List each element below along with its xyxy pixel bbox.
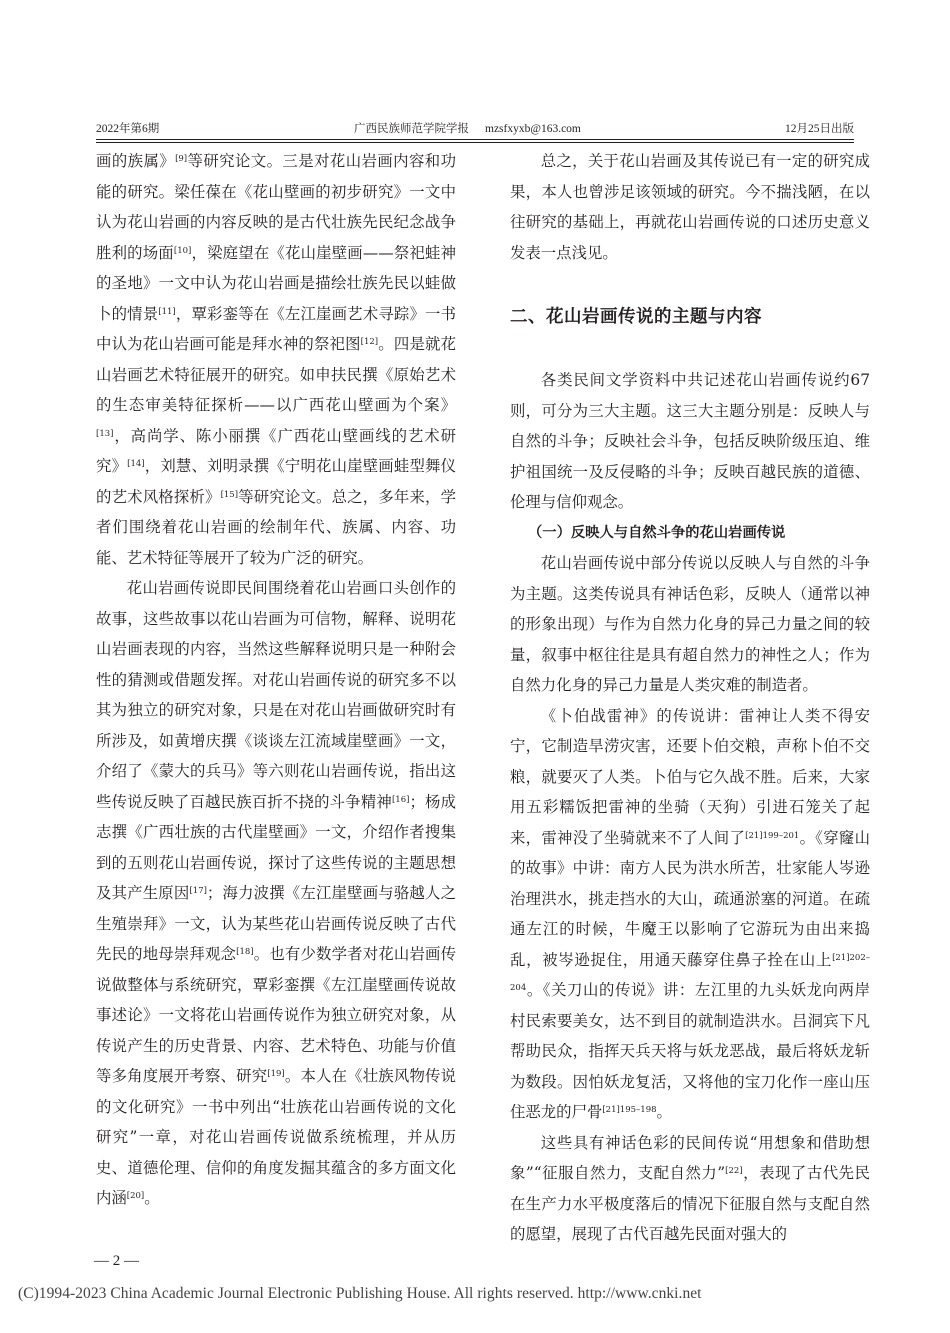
header-journal-title: 广西民族师范学院学报 <box>354 123 469 135</box>
right-paragraph-5: 这些具有神话色彩的民间传说“用想象和借助想象”“征服自然力，支配自然力”[22]，表现了古代先民在生产力水平极度落后的情况下征服自然与支配自然的愿望，展现了古代百越先民面对强大的 <box>510 1133 870 1243</box>
copyright-footer: (C)1994-2023 China Academic Journal Electronic Publishing House. All rights reserved. http://www.cnki.net <box>18 1285 702 1302</box>
page-number: — 2 — <box>94 1253 139 1269</box>
right-paragraph-4: 《卜伯战雷神》的传说讲：雷神让人类不得安宁，它制造旱涝灾害，还要卜伯交粮，声称卜伯不交粮，就要灭了人类。卜伯与它久战不胜。后来，大家用五彩糯饭把雷神的坐骑（天狗）引进石笼关了起来，雷神没了坐骑就来不了人间了$^{[21]199-201}$。《穿窿山的故事》中讲：南方人民为洪水所苦，壮家能人岑逊治理洪水，挑走挡水的大山，疏通淤塞的河道。在疏通左江的时候，牛魔王以影响了它游玩为由出来捣乱，被岑逊捉住，用通天藤穿住鼻子拴在山上$^{[21]202-204}$。《关刀山的传说》讲：左江里的九头妖龙向两岸村民索要美女，达不到目的就制造洪水。吕洞宾下凡帮助民众，指挥天兵天将与妖龙恶战，最后将妖龙斩为数段。因怕妖龙复活，又将他的宝刀化作一座山压住恶龙的尸骨$^{[21]195-198}$。 <box>510 706 870 1121</box>
header-rule-top <box>96 139 854 140</box>
header-date: 12月25日出版 <box>785 123 854 135</box>
right-paragraph-2: 各类民间文学资料中共记述花山岩画传说约67则，可分为三大主题。这三大主题分别是：反映人与自然的斗争；反映社会斗争，包括反映阶级压迫、维护祖国统一及反侵略的斗争；反映百越民族的道德、伦理与信仰观念。 <box>510 371 870 511</box>
left-paragraph-2: 花山岩画传说即民间围绕着花山岩画口头创作的故事，这些故事以花山岩画为可信物，解释、说明花山岩画表现的内容，当然这些解释说明只是一种附会性的猜测或借题发挥。对花山岩画传说的研究多不以其为独立的研究对象，只是在对花山岩画做研究时有所涉及，如黄增庆撰《谈谈左江流域崖壁画》一文，介绍了《蒙大的兵马》等六则花山岩画传说，指出这些传说反映了百越民族百折不挠的斗争精神[16]；杨成志撰《广西壮族的古代崖壁画》一文，介绍作者搜集到的五则花山岩画传说，探讨了这些传说的主题思想及其产生原因[17]；海力波撰《左江崖壁画与骆越人之生殖崇拜》一文，认为某些花山岩画传说反映了古代先民的地母崇拜观念[18]。也有少数学者对花山岩画传说做整体与系统研究，覃彩銮撰《左江崖壁画传说故事述论》一文将花山岩画传说作为独立研究对象，从传说产生的历史背景、内容、艺术特色、功能与价值等多角度展开考察、研究[19]。本人在《壮族风物传说的文化研究》一书中列出“壮族花山岩画传说的文化研究”一章，对花山岩画传说做系统梳理，并从历史、道德伦理、信仰的角度发掘其蕴含的多方面文化内涵[20]。 <box>96 579 456 1207</box>
subsection-title: （一）反映人与自然斗争的花山岩画传说 <box>528 524 786 541</box>
header-email: mzsfxyxb@163.com <box>485 123 581 135</box>
right-column <box>510 146 870 1250</box>
section-title: 二、花山岩画传说的主题与内容 <box>510 307 762 327</box>
header-issue: 2022年第6期 <box>96 123 160 135</box>
left-paragraph-1: 画的族属》[9]等研究论文。三是对花山岩画内容和功能的研究。梁任葆在《花山壁画的初步研究》一文中认为花山岩画的内容反映的是古代壮族先民纪念战争胜利的场面[10]，梁庭望在《花山崖壁画——祭祀蛙神的圣地》一文中认为花山岩画是描绘壮族先民以蛙做卜的情景[11]，覃彩銮等在《左江崖画艺术寻踪》一书中认为花山岩画可能是拜水神的祭祀图[12]。四是就花山岩画艺术特征展开的研究。如申扶民撰《原始艺术的生态审美特征探析——以广西花山壁画为个案》[13]，高尚学、陈小丽撰《广西花山壁画线的艺术研究》[14]，刘慧、刘明录撰《宁明花山崖壁画蛙型舞仪的艺术风格探析》[15]等研究论文。总之，多年来，学者们围绕着花山岩画的绘制年代、族属、内容、功能、艺术特征等展开了较为广泛的研究。 <box>96 152 456 567</box>
right-paragraph-1: 总之，关于花山岩画及其传说已有一定的研究成果，本人也曾涉足该领域的研究。今不揣浅陋，在以往研究的基础上，再就花山岩画传说的口述历史意义发表一点浅见。 <box>510 152 870 262</box>
left-column <box>96 146 456 1214</box>
header-rule-bottom <box>96 142 854 143</box>
right-paragraph-3: 花山岩画传说中部分传说以反映人与自然的斗争为主题。这类传说具有神话色彩，反映人（通常以神的形象出现）与作为自然力化身的异己力量之间的较量，叙事中枢往往是具有超自然力的神性之人；作为自然力化身的异己力量是人类灾难的制造者。 <box>510 554 870 694</box>
